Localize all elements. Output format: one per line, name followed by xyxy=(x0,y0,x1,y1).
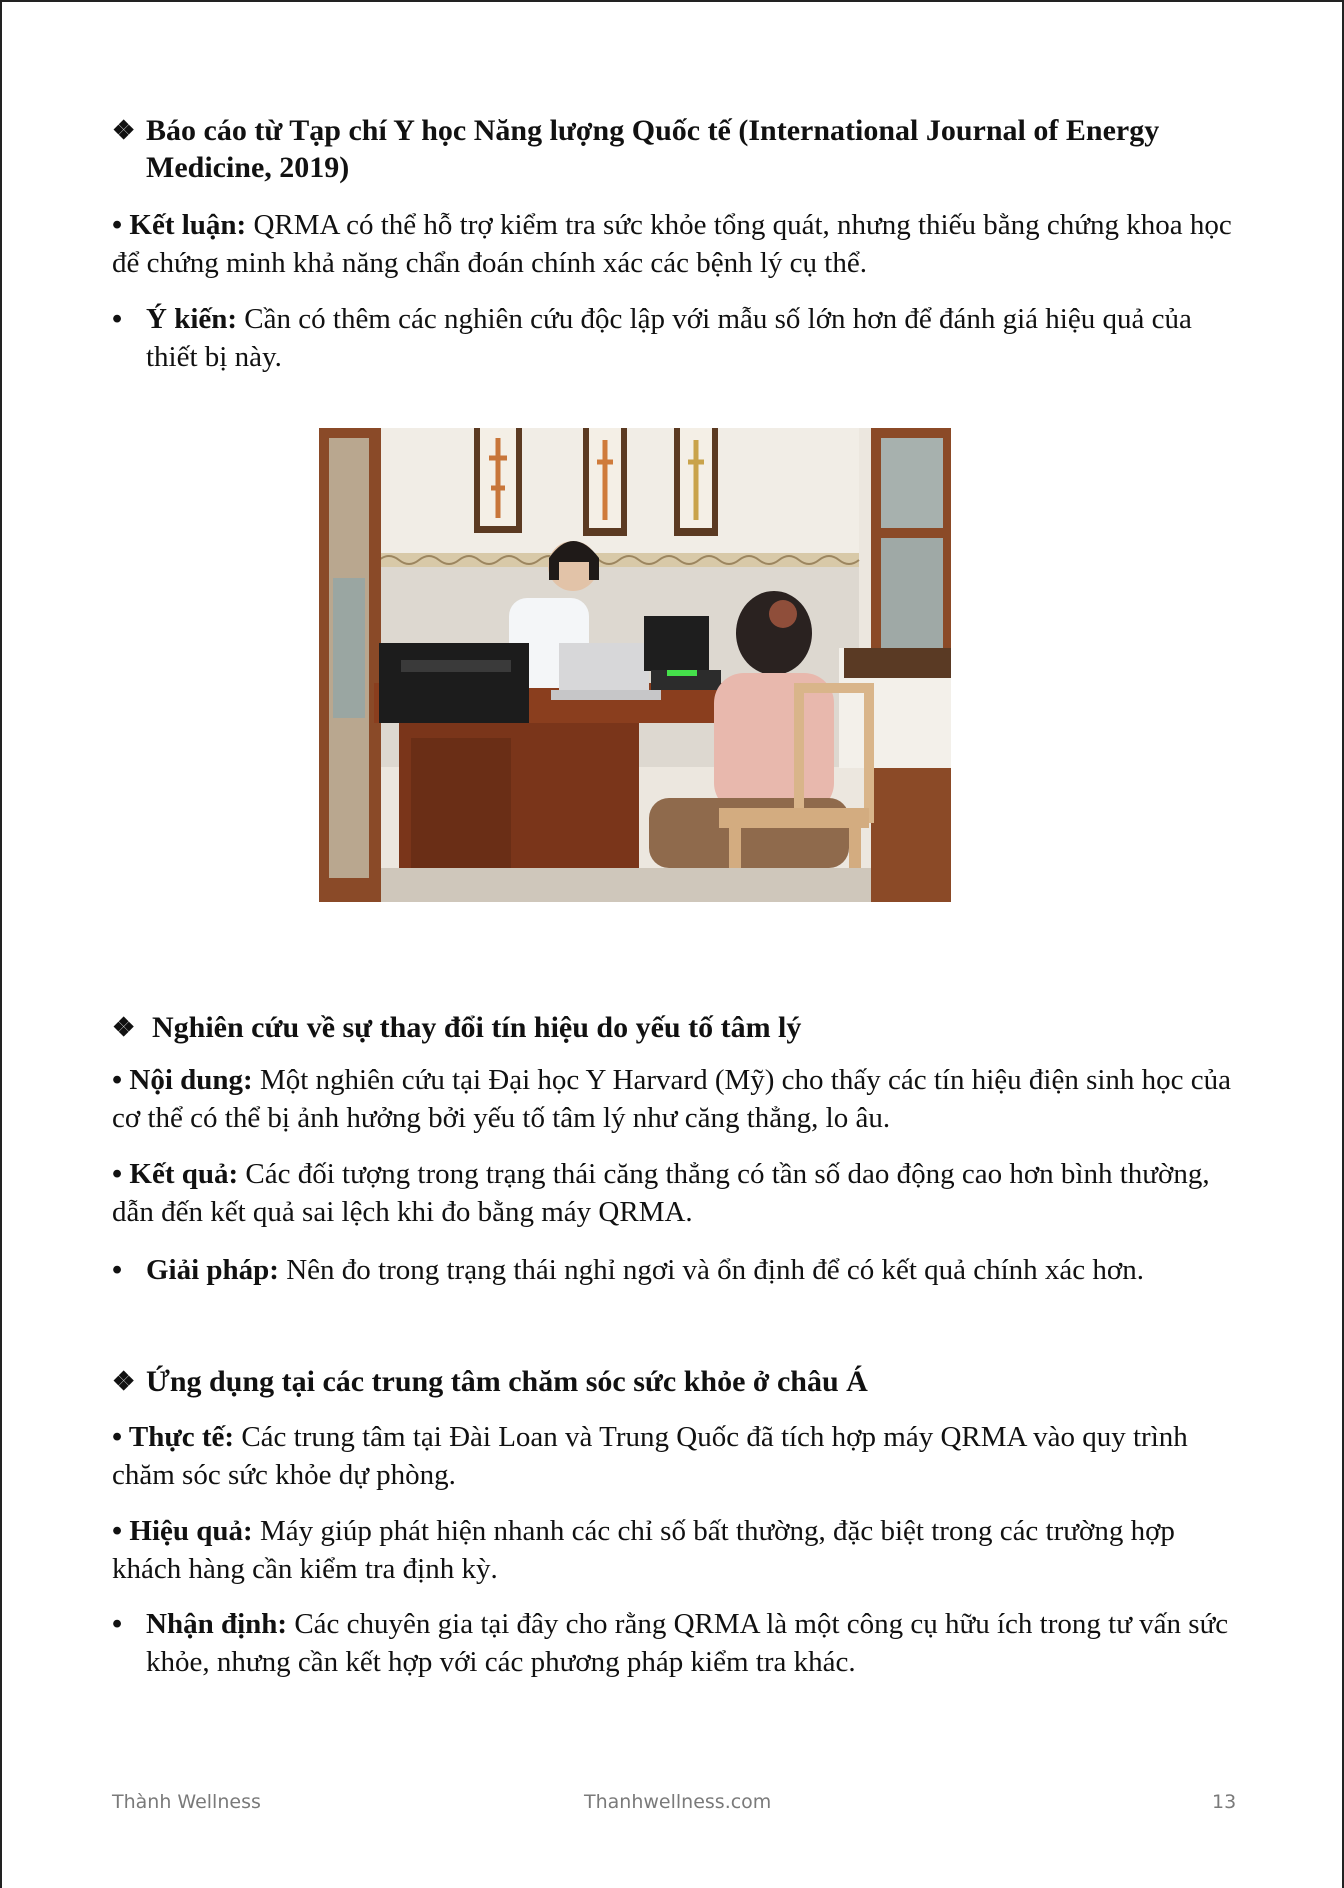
section1-conclusion xyxy=(112,206,1242,282)
assessment-text: Các chuyên gia tại đây cho rằng QRMA là một công cụ hữu ích trong tư vấn sức khỏe, nhưng cần kết hợp với các phương pháp kiểm tra khác. xyxy=(146,1608,1229,1678)
section2-result xyxy=(112,1155,1242,1231)
diamond-bullet-icon: ❖ xyxy=(112,1013,136,1042)
diamond-bullet-icon: ❖ xyxy=(112,116,136,145)
section1-heading xyxy=(112,112,1242,186)
section3-assessment xyxy=(112,1605,1242,1681)
section3-heading-text: Ứng dụng tại các trung tâm chăm sóc sức khỏe ở châu Á xyxy=(146,1365,868,1398)
section3-effect xyxy=(112,1512,1242,1588)
fact-label: Thực tế: xyxy=(128,1421,235,1453)
bullet-glyph: • xyxy=(112,1608,123,1640)
content-text: Một nghiên cứu tại Đại học Y Harvard (Mỹ) cho thấy các tín hiệu điện sinh học của cơ thể có thể bị ảnh hưởng bởi yếu tố tâm lý như căng thẳng, lo âu. xyxy=(112,1064,1232,1134)
effect-label: Hiệu quả: xyxy=(129,1515,253,1547)
assessment-label: Nhận định: xyxy=(146,1608,288,1640)
opinion-text: Cần có thêm các nghiên cứu độc lập với mẫu số lớn hơn để đánh giá hiệu quả của thiết bị này. xyxy=(146,303,1192,373)
page-border-left xyxy=(0,0,2,1888)
section2-heading xyxy=(112,1009,1242,1046)
bullet-glyph: • xyxy=(112,209,123,241)
section2-heading-text: Nghiên cứu về sự thay đổi tín hiệu do yếu tố tâm lý xyxy=(152,1011,802,1044)
section3-fact xyxy=(112,1418,1242,1494)
footer-page-number: 13 xyxy=(1212,1791,1237,1813)
solution-text: Nên đo trong trạng thái nghỉ ngơi và ổn định để có kết quả chính xác hơn. xyxy=(278,1254,1144,1286)
page-border-top xyxy=(0,0,1344,2)
section2-content xyxy=(112,1061,1242,1137)
bullet-glyph: • xyxy=(112,1254,123,1286)
clinic-photo xyxy=(319,428,951,902)
result-text: Các đối tượng trong trạng thái căng thẳng có tần số dao động cao hơn bình thường, dẫn đến kết quả sai lệch khi đo bằng máy QRMA. xyxy=(112,1158,1210,1228)
diamond-bullet-icon: ❖ xyxy=(112,1367,136,1396)
bullet-glyph: • xyxy=(112,303,123,335)
footer-website: Thanhwellness.com xyxy=(584,1791,772,1813)
effect-text: Máy giúp phát hiện nhanh các chỉ số bất thường, đặc biệt trong các trường hợp khách hàng cần kiểm tra định kỳ. xyxy=(112,1515,1175,1585)
solution-label: Giải pháp: xyxy=(146,1254,279,1286)
bullet-glyph: • xyxy=(112,1158,123,1190)
bullet-glyph: • xyxy=(112,1064,123,1096)
section1-heading-text: Báo cáo từ Tạp chí Y học Năng lượng Quốc tế (International Journal of Energy Medicine, 2019) xyxy=(146,114,1160,184)
section2-solution xyxy=(112,1251,1242,1289)
content-label: Nội dung: xyxy=(129,1064,253,1096)
opinion-label: Ý kiến: xyxy=(146,303,238,335)
fact-text: Các trung tâm tại Đài Loan và Trung Quốc đã tích hợp máy QRMA vào quy trình chăm sóc sức khỏe dự phòng. xyxy=(112,1421,1188,1491)
footer-brand: Thành Wellness xyxy=(112,1791,261,1813)
section3-heading xyxy=(112,1363,1242,1400)
section1-opinion xyxy=(112,300,1242,376)
bullet-glyph: • xyxy=(112,1421,123,1453)
conclusion-text: QRMA có thể hỗ trợ kiểm tra sức khỏe tổng quát, nhưng thiếu bằng chứng khoa học để chứng minh khả năng chẩn đoán chính xác các bệnh lý cụ thể. xyxy=(112,209,1232,279)
conclusion-label: Kết luận: xyxy=(129,209,247,241)
bullet-glyph: • xyxy=(112,1515,123,1547)
result-label: Kết quả: xyxy=(129,1158,239,1190)
